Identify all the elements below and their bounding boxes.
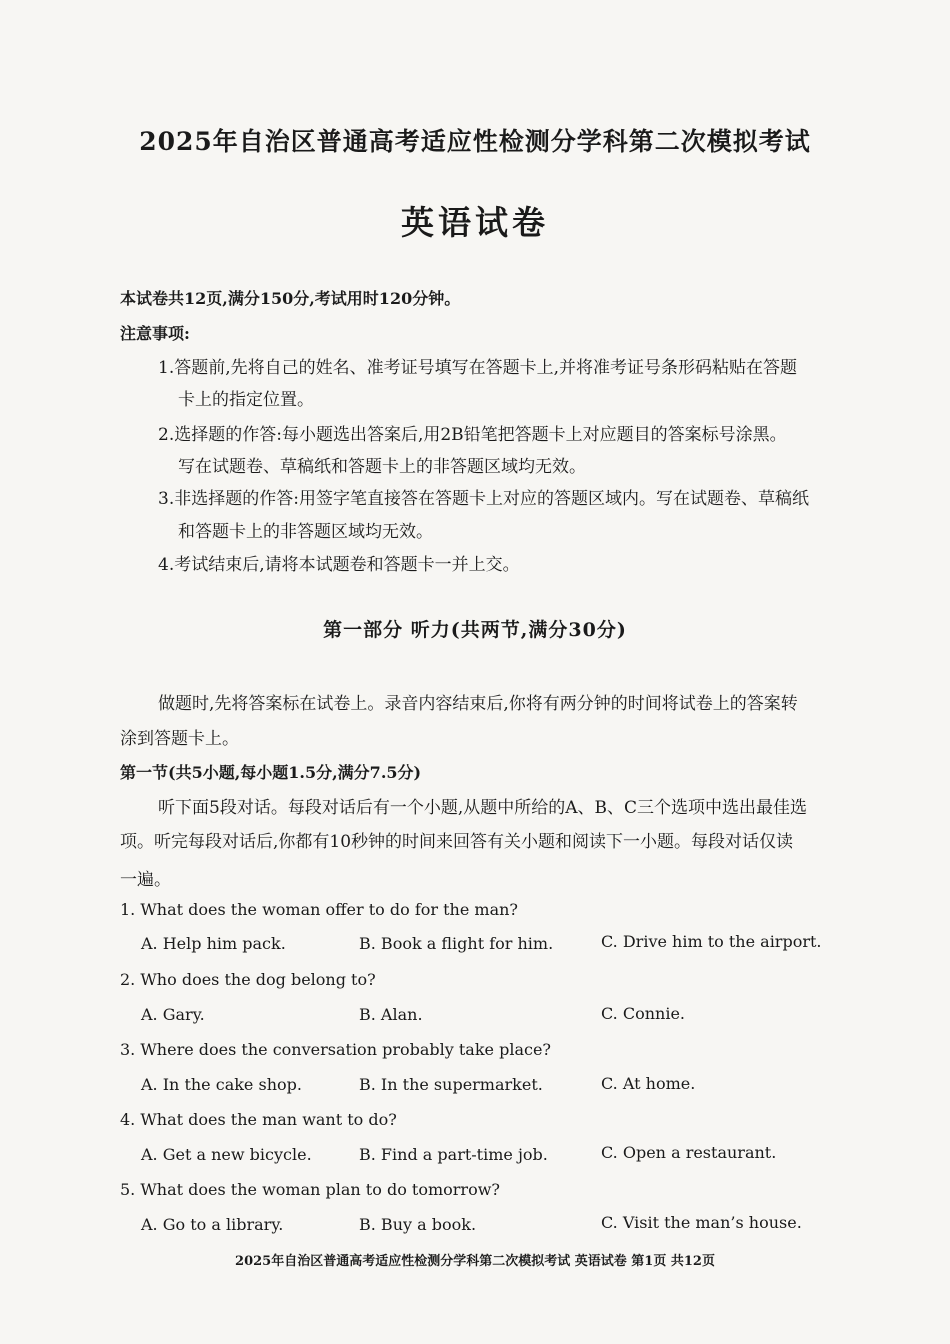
question-4: 4. What does the man want to do? [120,1110,397,1129]
question-3: 3. Where does the conversation probably take place? [120,1040,551,1059]
option-b: B. In the supermarket. [359,1075,543,1094]
notice-heading: 注意事项: [120,324,190,343]
section1-instruction: 一遍。 [120,870,171,890]
question-2: 2. Who does the dog belong to? [120,970,376,989]
option-a: A. Gary. [141,1005,205,1024]
option-c: C. Connie. [601,1004,685,1023]
subject-title: 英语试卷 [401,203,549,242]
section1-heading: 第一节(共5小题,每小题1.5分,满分7.5分) [120,763,422,782]
option-b: B. Buy a book. [359,1215,477,1234]
question-1: 1. What does the woman offer to do for the man? [120,900,518,919]
exam-intro: 本试卷共12页,满分150分,考试用时120分钟。 [120,289,461,308]
option-c: C. At home. [601,1074,696,1093]
part1-instruction: 做题时,先将答案标在试卷上。录音内容结束后,你将有两分钟的时间将试卷上的答案转 [158,694,798,714]
notice-line: 和答题卡上的非答题区域均无效。 [178,522,433,542]
option-a: A. In the cake shop. [141,1075,302,1094]
section1-instruction: 项。听完每段对话后,你都有10秒钟的时间来回答有关小题和阅读下一小题。每段对话仅读 [120,832,794,852]
option-a: A. Help him pack. [141,934,286,953]
question-5: 5. What does the woman plan to do tomorrow? [120,1180,500,1199]
option-a: A. Go to a library. [141,1215,284,1234]
option-b: B. Book a flight for him. [359,934,554,953]
option-c: C. Drive him to the airport. [601,932,822,951]
notice-line: 1.答题前,先将自己的姓名、准考证号填写在答题卡上,并将准考证号条形码粘贴在答题 [158,358,798,378]
option-c: C. Open a restaurant. [601,1143,777,1162]
notice-line: 3.非选择题的作答:用签字笔直接答在答题卡上对应的答题区域内。写在试题卷、草稿纸 [158,489,809,509]
notice-line: 2.选择题的作答:每小题选出答案后,用2B铅笔把答题卡上对应题目的答案标号涂黑。 [158,425,787,445]
section1-instruction: 听下面5段对话。每段对话后有一个小题,从题中所给的A、B、C三个选项中选出最佳选 [158,798,807,818]
page-footer: 2025年自治区普通高考适应性检测分学科第二次模拟考试 英语试卷 第1页 共12页 [235,1254,715,1269]
option-b: B. Alan. [359,1005,423,1024]
part1-heading: 第一部分 听力(共两节,满分30分) [323,619,627,641]
notice-line: 4.考试结束后,请将本试题卷和答题卡一并上交。 [158,555,520,575]
part1-instruction: 涂到答题卡上。 [120,729,239,749]
exam-title: 2025年自治区普通高考适应性检测分学科第二次模拟考试 [139,127,811,156]
option-c: C. Visit the man’s house. [601,1213,802,1232]
option-a: A. Get a new bicycle. [141,1145,312,1164]
notice-line: 卡上的指定位置。 [178,390,314,410]
option-b: B. Find a part-time job. [359,1145,548,1164]
notice-line: 写在试题卷、草稿纸和答题卡上的非答题区域均无效。 [178,457,586,477]
